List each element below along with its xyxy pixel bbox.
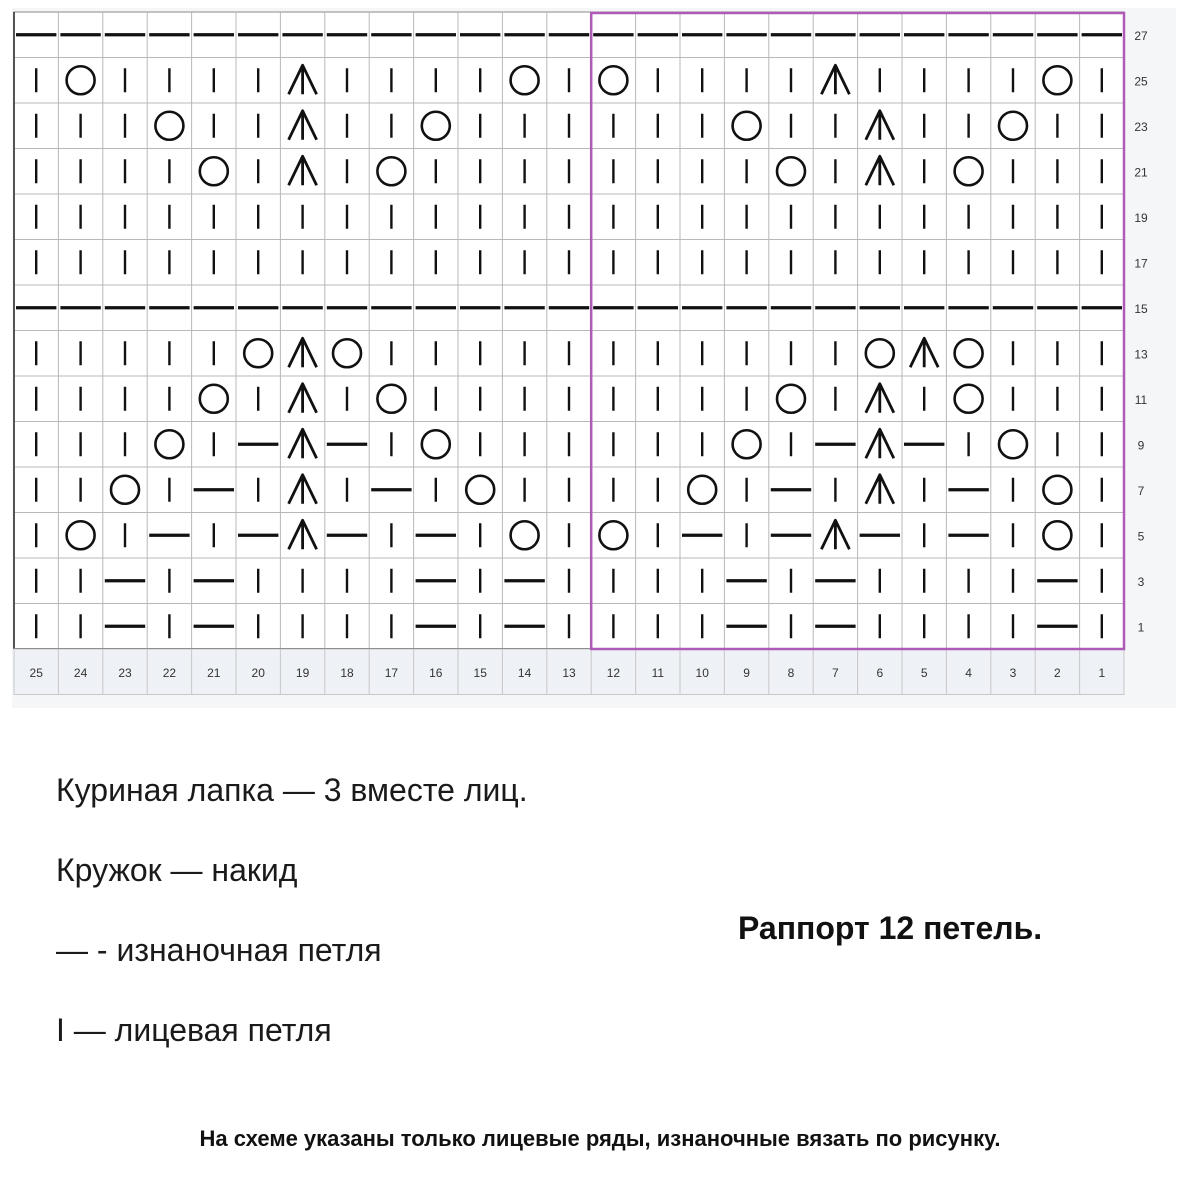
legend-knit: I — лицевая петля (56, 1012, 332, 1048)
column-number-label: 18 (340, 665, 354, 680)
row-number-label: 11 (1134, 392, 1148, 407)
column-number-label: 20 (251, 665, 265, 680)
column-number-label: 19 (295, 665, 310, 680)
column-number-label: 9 (743, 665, 750, 680)
column-number-label: 6 (876, 665, 884, 680)
legend-yarn-over: Кружок — накид (56, 852, 298, 888)
column-number-label: 23 (118, 665, 132, 680)
row-number-label: 7 (1137, 483, 1145, 498)
column-number-label: 7 (832, 665, 839, 680)
column-number-label: 25 (29, 665, 43, 680)
row-number-label: 15 (1134, 301, 1148, 316)
row-number-label: 27 (1134, 28, 1148, 43)
column-number-label: 24 (73, 665, 88, 680)
legend-purl: — - изнаночная петля (56, 932, 382, 968)
column-number-label: 3 (1009, 665, 1017, 680)
column-number-label: 4 (965, 665, 972, 680)
row-number-label: 13 (1134, 347, 1148, 362)
row-number-label: 5 (1137, 529, 1145, 544)
row-number-label: 23 (1134, 119, 1148, 134)
column-number-label: 13 (562, 665, 576, 680)
column-number-label: 22 (162, 665, 177, 680)
row-number-label: 17 (1134, 256, 1148, 271)
repeat-note: Раппорт 12 петель. (738, 910, 1043, 946)
column-number-label: 16 (429, 665, 443, 680)
column-number-label: 10 (695, 665, 709, 680)
row-number-label: 25 (1134, 74, 1148, 89)
column-number-label: 21 (207, 665, 221, 680)
column-number-label: 1 (1098, 665, 1106, 680)
legend-decrease: Куриная лапка — 3 вместе лиц. (56, 772, 528, 808)
row-number-label: 21 (1134, 165, 1148, 180)
knitting-chart (12, 8, 1176, 708)
row-number-label: 19 (1134, 210, 1148, 225)
column-number-label: 12 (606, 665, 621, 680)
column-number-label: 5 (920, 665, 928, 680)
column-number-label: 11 (651, 665, 665, 680)
column-number-label: 2 (1054, 665, 1061, 680)
chart-grid (12, 8, 1176, 708)
row-number-label: 3 (1137, 574, 1145, 589)
column-number-label: 14 (517, 665, 532, 680)
row-number-label: 9 (1137, 438, 1145, 453)
column-number-label: 17 (384, 665, 399, 680)
row-number-label: 1 (1137, 620, 1145, 635)
footer-note: На схеме указаны только лицевые ряды, изнаночные вязать по рисунку. (199, 1126, 1001, 1151)
column-number-label: 8 (787, 665, 795, 680)
column-number-label: 15 (473, 665, 487, 680)
